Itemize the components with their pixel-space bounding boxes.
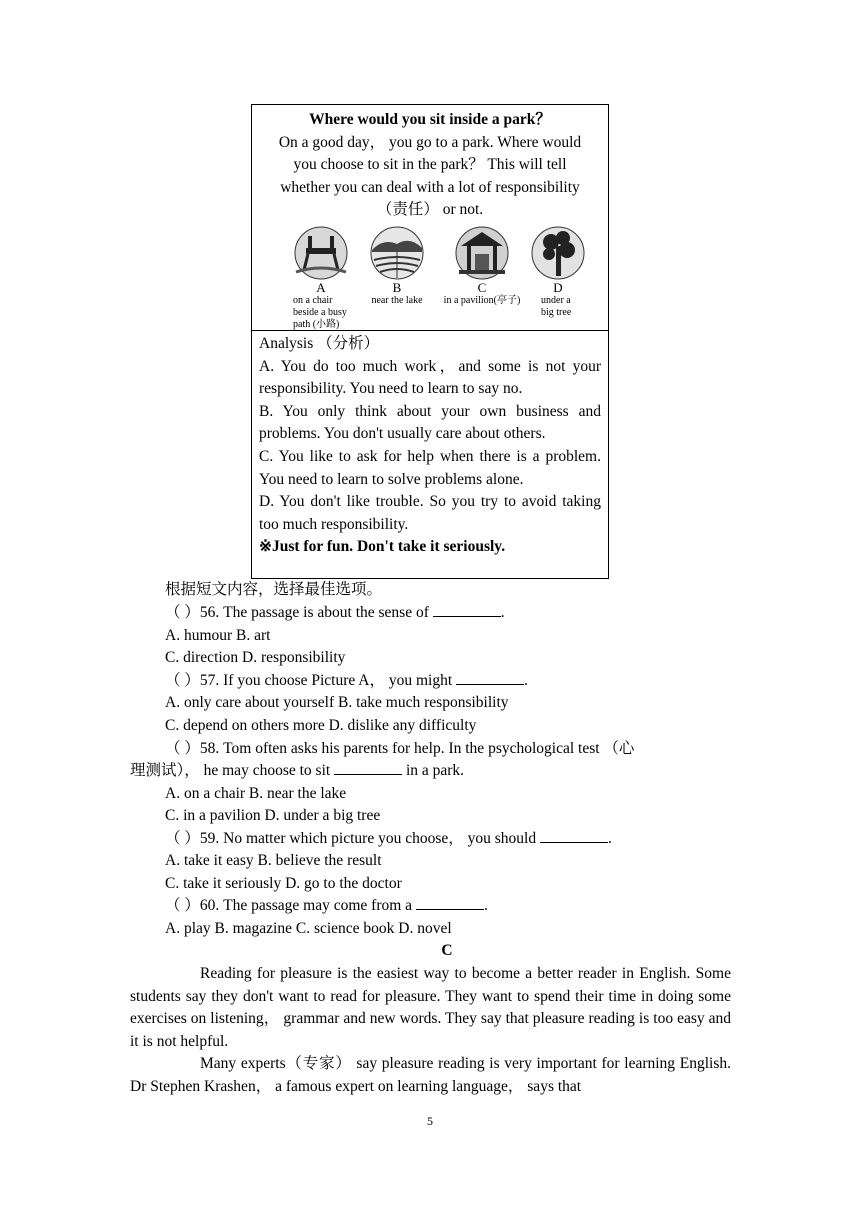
picture-letter: A <box>316 279 326 295</box>
intro-line: On a good day， you go to a park. Where would <box>278 133 582 151</box>
picture-b <box>362 226 432 307</box>
answer-blank <box>334 760 402 775</box>
paragraph: Many experts（专家） say pleasure reading is very important for learning English. Dr Stephen Krashen， a famous expert on learning language， says that <box>130 1055 731 1095</box>
intro-line: （责任） or not. <box>376 201 484 219</box>
question-stem: （ ）60. The passage may come from a <box>165 897 413 914</box>
note: ※Just for fun. Don't take it seriously. <box>259 538 506 556</box>
question-59 <box>165 828 612 851</box>
picture-letter: D <box>553 279 563 295</box>
chair-picture-icon <box>292 226 350 280</box>
answer-blank <box>433 602 501 617</box>
analysis-item: B. You only think about your own business and problems. You don't usually care about others. <box>259 402 601 443</box>
tree-picture-icon <box>529 226 587 280</box>
section-heading: C <box>441 942 453 959</box>
picture-caption: beside a busy <box>293 306 347 318</box>
analysis-section <box>252 331 608 559</box>
analysis-item: C. You like to ask for help when there is a problem. You need to learn to solve problems alone. <box>259 447 601 488</box>
question-end: . <box>607 830 612 847</box>
lake-picture-icon <box>368 226 426 280</box>
intro-line: whether you can deal with a lot of responsibility <box>280 178 580 196</box>
options: A. on a chair B. near the lake <box>165 785 347 802</box>
options: C. in a pavilion D. under a big tree <box>165 807 381 824</box>
question-stem: （ ）57. If you choose Picture A， you might <box>165 672 453 689</box>
paragraph: Reading for pleasure is the easiest way to become a better reader in English. Some students say they don't want to read for pleasure. They want to spend their time in doing some exercises on listening， grammar and new words. They say that pleasure reading is too easy and it is not helpful. <box>130 965 731 1050</box>
instructions: 根据短文内容，选择最佳选项。 <box>165 581 383 598</box>
options: A. humour B. art <box>165 627 271 644</box>
picture-caption: on a chair <box>293 294 333 306</box>
question-58: （ ）58. Tom often asks his parents for help. In the psychological test （心 <box>165 740 635 757</box>
question-57 <box>165 670 528 693</box>
picture-caption: near the lake <box>371 294 423 306</box>
answer-blank <box>416 895 484 910</box>
picture-letter: C <box>477 279 487 295</box>
options: A. play B. magazine C. science book D. novel <box>165 920 452 937</box>
picture-a <box>286 226 356 331</box>
question-stem: 理测试）， he may choose to sit <box>130 762 331 779</box>
options: C. direction D. responsibility <box>165 649 346 666</box>
question-end: . <box>500 604 505 621</box>
options: C. take it seriously D. go to the doctor <box>165 875 402 892</box>
quiz-title: Where would you sit inside a park？ <box>309 111 551 128</box>
picture-letter: B <box>392 279 402 295</box>
question-60 <box>165 895 488 918</box>
question-end: . <box>524 672 528 689</box>
analysis-item: A. You do too much work，and some is not your responsibility. You need to learn to say no. <box>259 357 601 398</box>
question-56 <box>165 602 505 625</box>
question-stem: （ ）56. The passage is about the sense of <box>165 604 429 621</box>
quiz-header <box>252 105 608 331</box>
question-end: in a park. <box>402 762 465 779</box>
pavilion-picture-icon <box>453 226 511 280</box>
picture-d <box>523 226 593 319</box>
page-number: 5 <box>427 1114 433 1128</box>
analysis-heading: Analysis （分析） <box>259 335 380 352</box>
analysis-item: D. You don't like trouble. So you try to avoid taking too much responsibility. <box>259 493 601 533</box>
pictures-row <box>259 224 601 334</box>
picture-caption: under a <box>541 294 571 306</box>
question-stem: （ ）59. No matter which picture you choose， you should <box>165 830 537 847</box>
options: A. take it easy B. believe the result <box>165 852 382 869</box>
options: A. only care about yourself B. take much responsibility <box>165 694 509 711</box>
picture-caption: path (小路) <box>293 318 340 330</box>
question-58-cont <box>130 760 464 783</box>
answer-blank <box>540 828 608 843</box>
intro-line: you choose to sit in the park？ This will tell <box>293 156 567 174</box>
picture-caption: in a pavilion(亭子) <box>443 294 521 306</box>
options: C. depend on others more D. dislike any difficulty <box>165 717 477 734</box>
answer-blank <box>456 670 524 685</box>
quiz-box <box>251 104 609 579</box>
picture-c <box>437 226 527 307</box>
question-end: . <box>483 897 488 914</box>
picture-caption: big tree <box>541 306 572 318</box>
